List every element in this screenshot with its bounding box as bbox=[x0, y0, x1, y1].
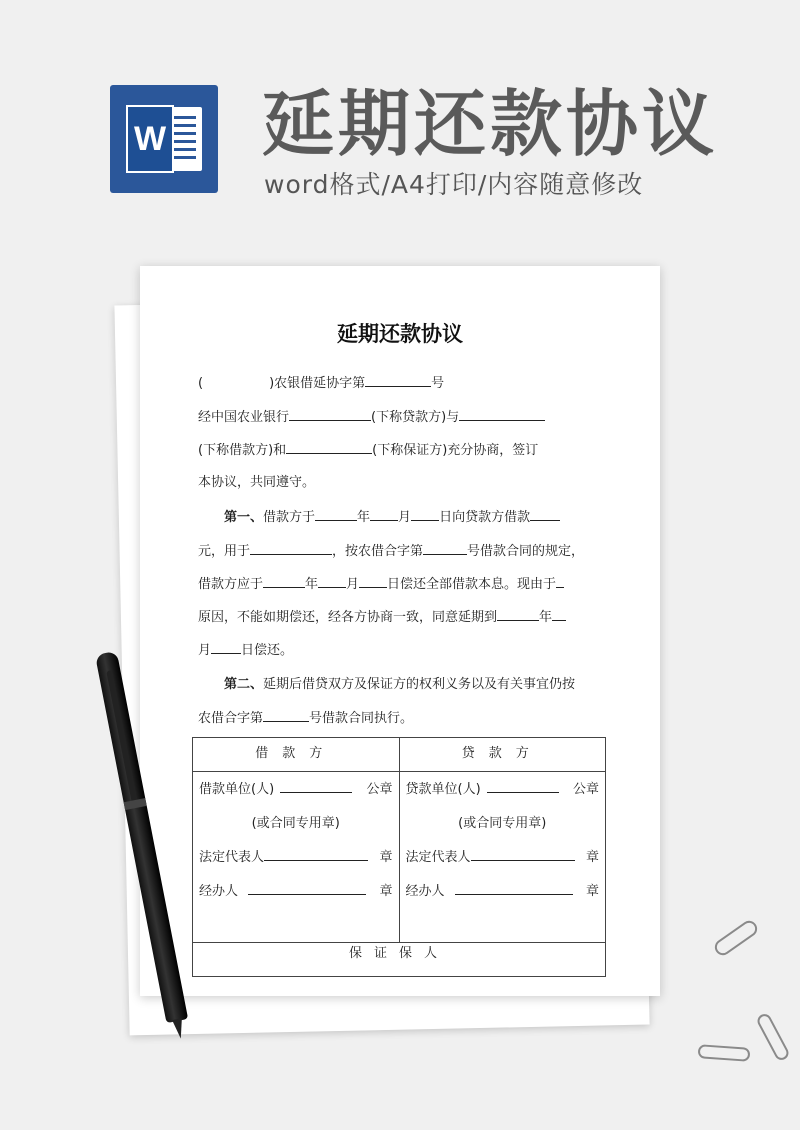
doc-line-10 bbox=[224, 676, 602, 694]
label: 章 bbox=[585, 884, 599, 899]
doc-line-8 bbox=[198, 608, 602, 627]
guarantor-header: 保证保人 bbox=[193, 943, 606, 977]
text: 原因，不能如期偿还，经各方协商一致，同意延期到 bbox=[198, 610, 498, 625]
blank bbox=[289, 408, 371, 421]
blank bbox=[318, 575, 346, 588]
text: ，按农借合字第 bbox=[332, 544, 424, 559]
label: 借款单位(人) bbox=[199, 782, 275, 797]
text: (下称借款方)和 bbox=[198, 443, 287, 458]
doc-line-1 bbox=[198, 374, 602, 393]
borrower-handler-row bbox=[199, 880, 393, 899]
blank bbox=[264, 848, 368, 861]
blank bbox=[530, 508, 560, 521]
blank bbox=[487, 780, 559, 793]
signature-table bbox=[192, 737, 606, 977]
text: 号 bbox=[431, 376, 445, 391]
lender-handler-row bbox=[406, 880, 600, 899]
blank bbox=[248, 882, 366, 895]
blank bbox=[556, 575, 564, 588]
paperclip-icon bbox=[755, 1012, 791, 1063]
doc-line-5 bbox=[224, 508, 602, 527]
paperclip-icon bbox=[698, 1044, 751, 1062]
text: 号借款合同执行。 bbox=[309, 711, 414, 726]
text: 月 bbox=[198, 643, 212, 658]
contract-seal-note: (或合同专用章) bbox=[251, 816, 340, 831]
doc-line-6 bbox=[198, 542, 602, 561]
text: 农借合字第 bbox=[198, 711, 264, 726]
doc-line-7 bbox=[198, 575, 602, 594]
text: 借款方应于 bbox=[198, 577, 264, 592]
blank bbox=[250, 542, 332, 555]
doc-line-9 bbox=[198, 641, 602, 660]
doc-line-4: 本协议，共同遵守。 bbox=[198, 475, 316, 490]
label: 法定代表人 bbox=[405, 850, 471, 865]
lender-header: 贷款方 bbox=[399, 738, 606, 772]
contract-seal-note: (或合同专用章) bbox=[458, 816, 547, 831]
text: 日向贷款方借款 bbox=[439, 510, 531, 525]
blank bbox=[552, 608, 566, 621]
label: 章 bbox=[379, 884, 393, 899]
doc-line-3 bbox=[198, 441, 602, 460]
text: (下称贷款方)与 bbox=[371, 410, 460, 425]
lender-legal-rep-row bbox=[406, 846, 600, 865]
document-title: 延期还款协议 bbox=[337, 322, 463, 346]
blank bbox=[315, 508, 357, 521]
blank bbox=[263, 709, 309, 722]
borrower-header: 借款方 bbox=[193, 738, 400, 772]
clause-heading: 第一、 bbox=[224, 510, 264, 525]
text: 月 bbox=[398, 510, 412, 525]
text: 延期后借贷双方及保证方的权利义务以及有关事宜仍按 bbox=[263, 677, 576, 692]
label: 公章 bbox=[366, 782, 393, 797]
label: 贷款单位(人) bbox=[405, 782, 481, 797]
text: ( bbox=[198, 376, 204, 391]
text: 借款方于 bbox=[263, 510, 316, 525]
label: 法定代表人 bbox=[199, 850, 265, 865]
label: 经办人 bbox=[199, 884, 239, 899]
blank bbox=[497, 608, 539, 621]
banner-subtitle: word格式/A4打印/内容随意修改 bbox=[264, 170, 644, 199]
text: 号借款合同的规定， bbox=[467, 544, 585, 559]
borrower-cell bbox=[193, 772, 400, 943]
label: 公章 bbox=[572, 782, 599, 797]
word-app-icon bbox=[110, 85, 218, 193]
blank bbox=[211, 641, 241, 654]
blank bbox=[365, 374, 431, 387]
text: 年 bbox=[357, 510, 371, 525]
blank bbox=[423, 542, 467, 555]
text: 月 bbox=[346, 577, 360, 592]
blank bbox=[286, 441, 372, 454]
label: 章 bbox=[379, 850, 393, 865]
text: 日偿还。 bbox=[241, 643, 294, 658]
text: (下称保证方)充分协商，签订 bbox=[372, 443, 539, 458]
blank bbox=[455, 882, 573, 895]
blank bbox=[359, 575, 387, 588]
blank bbox=[471, 848, 575, 861]
doc-line-11 bbox=[198, 709, 602, 728]
blank bbox=[263, 575, 305, 588]
label: 章 bbox=[585, 850, 599, 865]
paperclip-icon bbox=[712, 918, 760, 959]
word-letter-icon: W bbox=[126, 105, 174, 173]
text: 元，用于 bbox=[198, 544, 251, 559]
lender-unit-row bbox=[406, 778, 600, 797]
text: 年 bbox=[539, 610, 553, 625]
blank bbox=[370, 508, 398, 521]
blank bbox=[280, 780, 352, 793]
blank bbox=[411, 508, 439, 521]
text: 日偿还全部借款本息。现由于 bbox=[387, 577, 557, 592]
pen-band bbox=[124, 798, 147, 810]
clause-heading: 第二、 bbox=[224, 677, 264, 692]
lender-cell bbox=[399, 772, 606, 943]
text: 年 bbox=[305, 577, 319, 592]
document-page bbox=[140, 266, 660, 996]
blank bbox=[459, 408, 545, 421]
borrower-unit-row bbox=[199, 778, 393, 797]
banner-title: 延期还款协议 bbox=[262, 82, 719, 166]
borrower-legal-rep-row bbox=[199, 846, 393, 865]
label: 经办人 bbox=[405, 884, 445, 899]
text: 经中国农业银行 bbox=[198, 410, 290, 425]
doc-line-2 bbox=[198, 408, 602, 427]
text: )农银借延协字第 bbox=[269, 376, 366, 391]
